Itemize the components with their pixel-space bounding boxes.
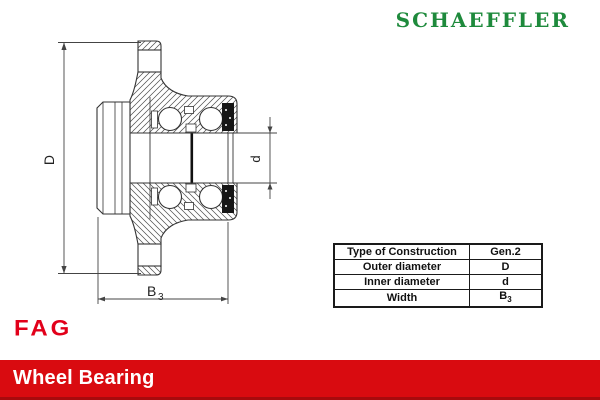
spec-table (333, 243, 543, 308)
flange-cap (138, 41, 161, 50)
product-banner (0, 360, 600, 400)
inner-ring-joint (191, 134, 194, 183)
spec-value-outer-diameter: D (470, 260, 543, 275)
bolt-hole (138, 50, 161, 72)
hub-section-upper-half (130, 41, 237, 133)
ball-right (200, 108, 223, 131)
table-row (334, 260, 542, 275)
dim-label-width: B (147, 283, 157, 299)
seal-encoder (222, 103, 234, 131)
dim-label-width-subscript: 3 (158, 292, 164, 303)
spec-label-type: Type of Construction (334, 244, 470, 260)
schaeffler-logo: SCHAEFFLER (395, 8, 570, 32)
table-row (334, 290, 542, 308)
spec-value-width: $B_3$ (470, 290, 543, 308)
product-title: Wheel Bearing (13, 367, 155, 389)
spec-label-inner-diameter: Inner diameter (334, 275, 470, 290)
flange-plate (97, 102, 130, 214)
fag-logo: FAG (14, 316, 73, 341)
table-row (334, 275, 542, 290)
bore-region (150, 133, 233, 183)
spec-label-outer-diameter: Outer diameter (334, 260, 470, 275)
dim-label-outer-diameter: D (41, 154, 57, 166)
table-row (334, 244, 542, 260)
cage-fragment (186, 124, 196, 132)
spec-value-inner-diameter: d (470, 275, 543, 290)
inner-seal-fragment (152, 111, 158, 128)
cage-fragment (185, 107, 194, 114)
spec-value-type: Gen.2 (470, 244, 543, 260)
dim-label-inner-diameter: d (248, 155, 263, 163)
ball-left (159, 108, 182, 131)
spec-label-width: Width (334, 290, 470, 308)
